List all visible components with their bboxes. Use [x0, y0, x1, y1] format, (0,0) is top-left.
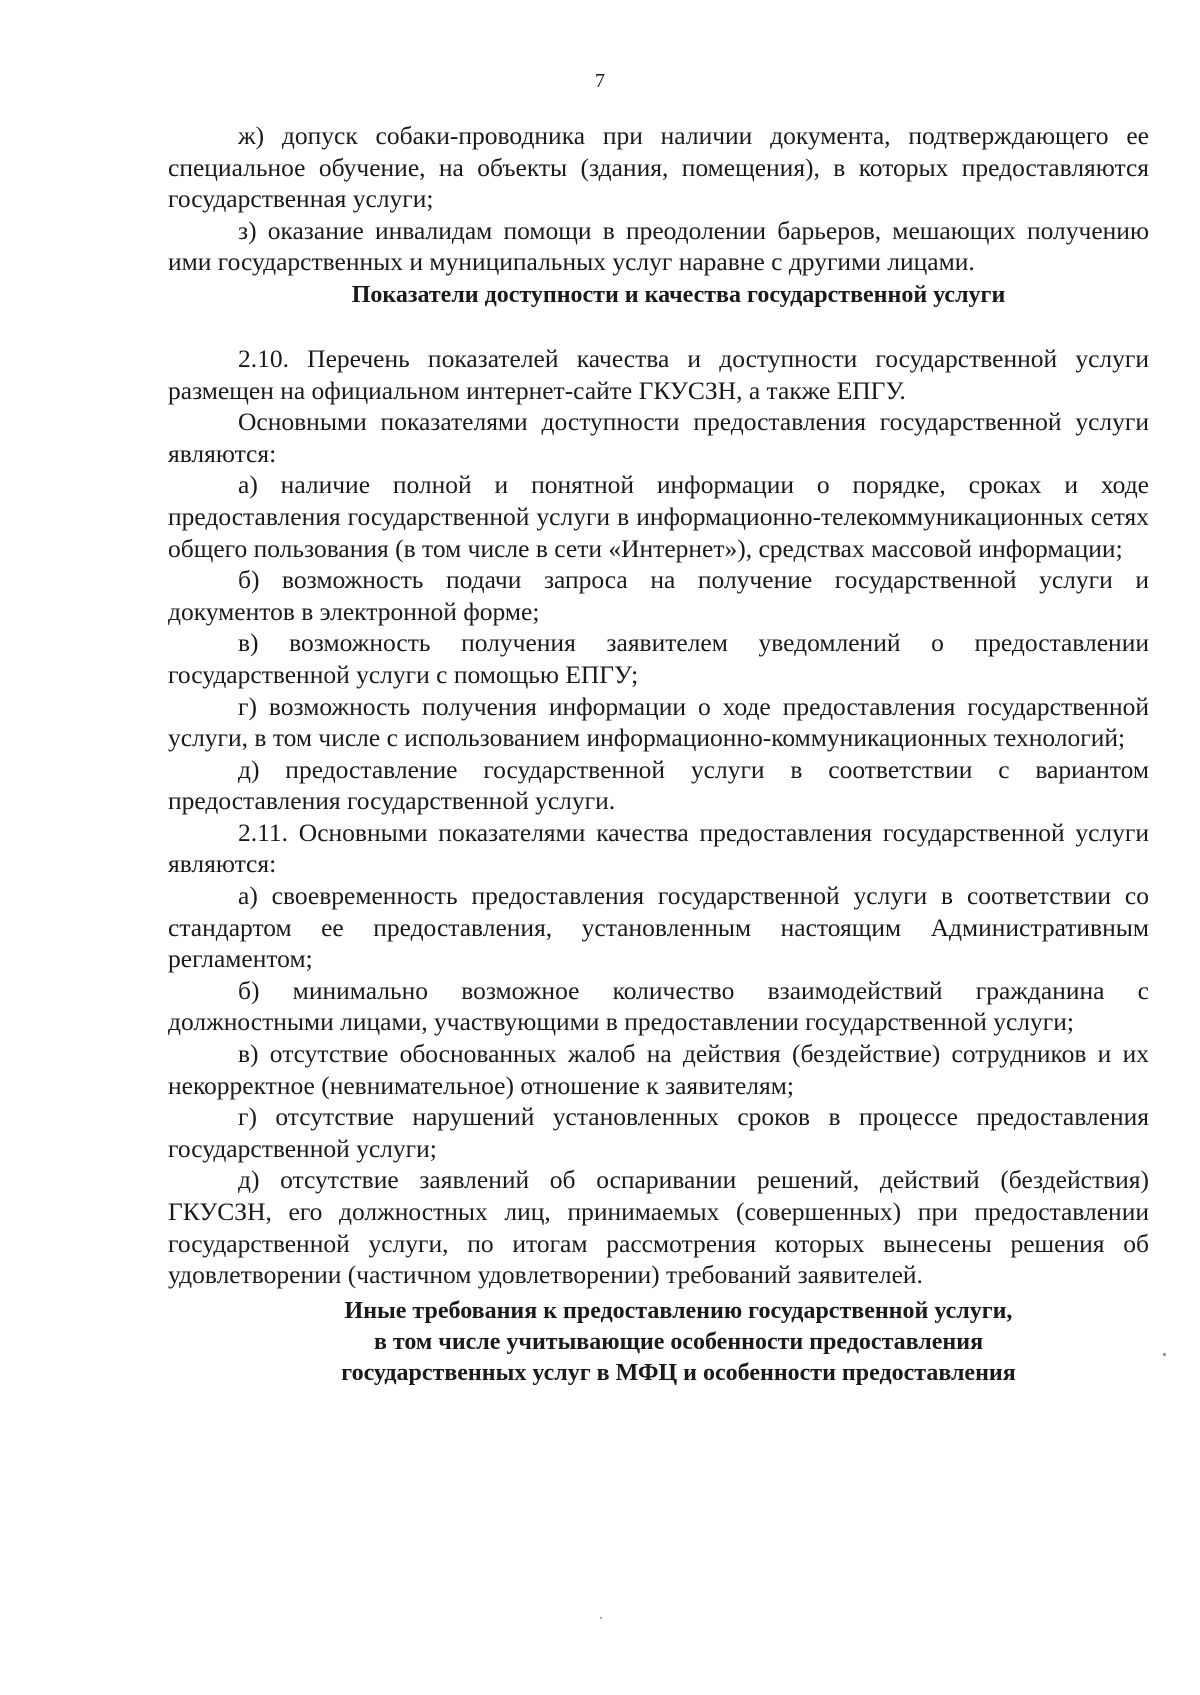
paragraph-zh: ж) допуск собаки-проводника при наличии документа, подтверждающего ее специальное обучение, на объекты (здания, помещения), в которых предоставляются государственная услуги; — [168, 121, 1149, 214]
paragraph-quality-d: д) отсутствие заявлений об оспаривании решений, действий (бездействия) ГКУСЗН, его должностных лиц, принимаемых (совершенных) при предоставлении государственной услуги, по итогам рассмотрения которых вынесены решения об удовлетворении (частичном удовлетворении) требований заявителей. — [168, 1165, 1149, 1290]
scan-speck — [600, 1617, 602, 1619]
paragraph-2-10: 2.10. Перечень показателей качества и доступности государственной услуги размещен на официальном интернет-сайте ГКУСЗН, а также ЕПГУ. — [168, 343, 1149, 405]
paragraph-2-11: 2.11. Основными показателями качества предоставления государственной услуги являются: — [168, 817, 1149, 879]
heading-line: в том числе учитывающие особенности предоставления — [373, 1328, 984, 1355]
paragraph-availability-a: а) наличие полной и понятной информации о порядке, сроках и ходе предоставления государственной услуги в информационно-телекоммуникационных сетях общего пользования (в том числе в сети «Интернет»), средствах массовой информации; — [168, 470, 1149, 563]
paragraph-quality-a: а) своевременность предоставления государственной услуги в соответствии со стандартом ее предоставления, установленным настоящим Административным регламентом; — [168, 881, 1149, 974]
paragraph-z: з) оказание инвалидам помощи в преодолении барьеров, мешающих получению ими государственных и муниципальных услуг наравне с другими лицами. — [168, 215, 1149, 277]
heading-line: государственных услуг в МФЦ и особенности предоставления — [341, 1359, 1016, 1386]
heading-line: Иные требования к предоставлению государственной услуги, — [344, 1297, 1013, 1324]
paragraph-availability-d: д) предоставление государственной услуги в соответствии с вариантом предоставления государственной услуги. — [168, 754, 1149, 816]
section-heading-other-requirements — [168, 1296, 1149, 1389]
paragraph-availability-intro: Основными показателями доступности предоставления государственной услуги являются: — [168, 407, 1149, 468]
paragraph-availability-b: б) возможность подачи запроса на получение государственной услуги и документов в электронной форме; — [168, 565, 1149, 626]
paragraph-quality-v: в) отсутствие обоснованных жалоб на действия (бездействие) сотрудников и их некорректное (невнимательное) отношение к заявителям; — [168, 1039, 1149, 1100]
document-body — [168, 120, 1149, 1389]
paragraph-quality-g: г) отсутствие нарушений установленных сроков в процессе предоставления государственной услуги; — [168, 1102, 1149, 1163]
scan-speck — [1163, 1353, 1166, 1356]
paragraph-quality-b: б) минимально возможное количество взаимодействий гражданина с должностными лицами, участвующими в предоставлении государственной услуги; — [168, 975, 1149, 1037]
page-number: 7 — [595, 70, 605, 92]
paragraph-availability-g: г) возможность получения информации о ходе предоставления государственной услуги, в том числе с использованием информационно-коммуникационных технологий; — [168, 691, 1149, 753]
paragraph-availability-v: в) возможность получения заявителем уведомлений о предоставлении государственной услуги с помощью ЕПГУ; — [168, 628, 1149, 689]
section-heading-indicators: Показатели доступности и качества государственной услуги — [351, 281, 1006, 308]
